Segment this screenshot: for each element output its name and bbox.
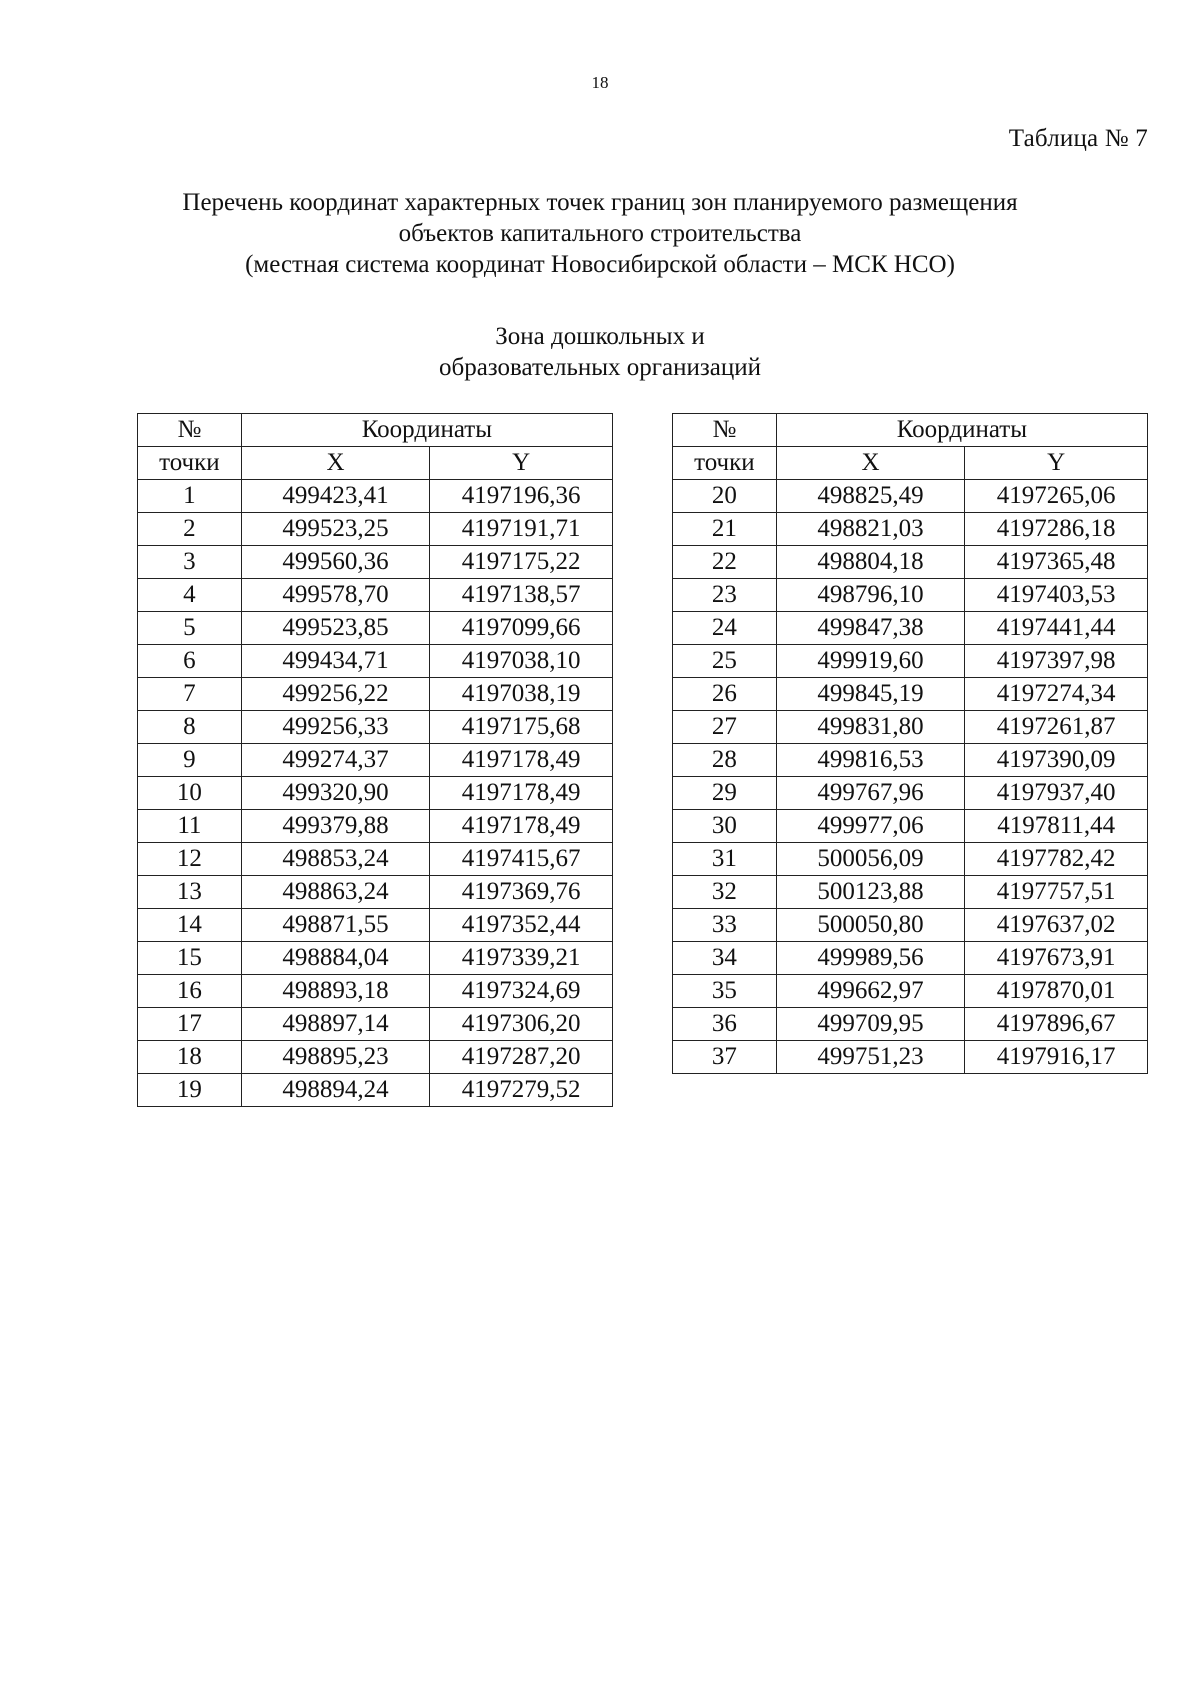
table-body-right (673, 480, 1148, 1074)
table-header-row (673, 414, 1148, 447)
header-num: № (673, 414, 777, 447)
y-coordinate-cell: 4197352,44 (430, 909, 613, 942)
header-y: Y (430, 447, 613, 480)
table-row (138, 1041, 613, 1074)
y-coordinate-cell: 4197365,48 (965, 546, 1148, 579)
point-number-cell: 32 (673, 876, 777, 909)
y-coordinate-cell: 4197306,20 (430, 1008, 613, 1041)
x-coordinate-cell: 500050,80 (776, 909, 965, 942)
point-number-cell: 22 (673, 546, 777, 579)
table-row (138, 480, 613, 513)
y-coordinate-cell: 4197870,01 (965, 975, 1148, 1008)
table-row (138, 513, 613, 546)
table-row (673, 744, 1148, 777)
table-row (138, 711, 613, 744)
coordinates-table-left (137, 413, 613, 1107)
y-coordinate-cell: 4197415,67 (430, 843, 613, 876)
x-coordinate-cell: 498821,03 (776, 513, 965, 546)
y-coordinate-cell: 4197397,98 (965, 645, 1148, 678)
point-number-cell: 30 (673, 810, 777, 843)
point-number-cell: 10 (138, 777, 242, 810)
x-coordinate-cell: 499434,71 (241, 645, 430, 678)
y-coordinate-cell: 4197038,10 (430, 645, 613, 678)
point-number-cell: 2 (138, 513, 242, 546)
y-coordinate-cell: 4197782,42 (965, 843, 1148, 876)
x-coordinate-cell: 499977,06 (776, 810, 965, 843)
point-number-cell: 31 (673, 843, 777, 876)
y-coordinate-cell: 4197324,69 (430, 975, 613, 1008)
point-number-cell: 27 (673, 711, 777, 744)
table-row (673, 645, 1148, 678)
coordinates-table-right (672, 413, 1148, 1074)
x-coordinate-cell: 498871,55 (241, 909, 430, 942)
table-row (138, 579, 613, 612)
point-number-cell: 35 (673, 975, 777, 1008)
x-coordinate-cell: 498825,49 (776, 480, 965, 513)
header-num-sub: точки (673, 447, 777, 480)
table-row (673, 1008, 1148, 1041)
table-row (138, 1008, 613, 1041)
table-row (673, 810, 1148, 843)
y-coordinate-cell: 4197265,06 (965, 480, 1148, 513)
x-coordinate-cell: 499320,90 (241, 777, 430, 810)
y-coordinate-cell: 4197178,49 (430, 810, 613, 843)
page-number: 18 (591, 73, 609, 92)
point-number-cell: 17 (138, 1008, 242, 1041)
point-number-cell: 33 (673, 909, 777, 942)
point-number-cell: 9 (138, 744, 242, 777)
table-header-row (138, 414, 613, 447)
header-coords: Координаты (776, 414, 1147, 447)
zone-title-line: Зона дошкольных и (495, 323, 705, 350)
y-coordinate-cell: 4197099,66 (430, 612, 613, 645)
table-row (138, 744, 613, 777)
y-coordinate-cell: 4197274,34 (965, 678, 1148, 711)
x-coordinate-cell: 499523,85 (241, 612, 430, 645)
x-coordinate-cell: 499751,23 (776, 1041, 965, 1074)
y-coordinate-cell: 4197390,09 (965, 744, 1148, 777)
table-row (673, 711, 1148, 744)
y-coordinate-cell: 4197673,91 (965, 942, 1148, 975)
y-coordinate-cell: 4197178,49 (430, 744, 613, 777)
x-coordinate-cell: 498897,14 (241, 1008, 430, 1041)
header-coords: Координаты (241, 414, 612, 447)
title-line: Перечень координат характерных точек границ зон планируемого размещения (182, 189, 1018, 216)
point-number-cell: 12 (138, 843, 242, 876)
document-title (0, 187, 1200, 280)
x-coordinate-cell: 499816,53 (776, 744, 965, 777)
y-coordinate-cell: 4197441,44 (965, 612, 1148, 645)
x-coordinate-cell: 499709,95 (776, 1008, 965, 1041)
y-coordinate-cell: 4197261,87 (965, 711, 1148, 744)
table-row (673, 1041, 1148, 1074)
table-row (138, 777, 613, 810)
point-number-cell: 21 (673, 513, 777, 546)
x-coordinate-cell: 499578,70 (241, 579, 430, 612)
table-row (673, 843, 1148, 876)
point-number-cell: 4 (138, 579, 242, 612)
table-row (673, 777, 1148, 810)
x-coordinate-cell: 499767,96 (776, 777, 965, 810)
y-coordinate-cell: 4197175,22 (430, 546, 613, 579)
point-number-cell: 7 (138, 678, 242, 711)
table-row (138, 876, 613, 909)
table-row (138, 942, 613, 975)
x-coordinate-cell: 498895,23 (241, 1041, 430, 1074)
table-row (138, 909, 613, 942)
title-line: (местная система координат Новосибирской области – МСК НСО) (245, 251, 955, 278)
header-y: Y (965, 447, 1148, 480)
point-number-cell: 5 (138, 612, 242, 645)
table-row (138, 1074, 613, 1107)
table-row (673, 612, 1148, 645)
table-row (138, 810, 613, 843)
x-coordinate-cell: 499919,60 (776, 645, 965, 678)
table-header-row (138, 447, 613, 480)
x-coordinate-cell: 499831,80 (776, 711, 965, 744)
point-number-cell: 34 (673, 942, 777, 975)
y-coordinate-cell: 4197896,67 (965, 1008, 1148, 1041)
table-body-left (138, 480, 613, 1107)
y-coordinate-cell: 4197038,19 (430, 678, 613, 711)
y-coordinate-cell: 4197403,53 (965, 579, 1148, 612)
point-number-cell: 23 (673, 579, 777, 612)
point-number-cell: 28 (673, 744, 777, 777)
y-coordinate-cell: 4197637,02 (965, 909, 1148, 942)
x-coordinate-cell: 499274,37 (241, 744, 430, 777)
header-num: № (138, 414, 242, 447)
point-number-cell: 8 (138, 711, 242, 744)
x-coordinate-cell: 498884,04 (241, 942, 430, 975)
table-row (673, 546, 1148, 579)
header-num-sub: точки (138, 447, 242, 480)
table-row (673, 480, 1148, 513)
y-coordinate-cell: 4197279,52 (430, 1074, 613, 1107)
y-coordinate-cell: 4197138,57 (430, 579, 613, 612)
y-coordinate-cell: 4197178,49 (430, 777, 613, 810)
header-x: X (241, 447, 430, 480)
y-coordinate-cell: 4197339,21 (430, 942, 613, 975)
x-coordinate-cell: 499560,36 (241, 546, 430, 579)
point-number-cell: 6 (138, 645, 242, 678)
y-coordinate-cell: 4197191,71 (430, 513, 613, 546)
x-coordinate-cell: 500123,88 (776, 876, 965, 909)
y-coordinate-cell: 4197369,76 (430, 876, 613, 909)
y-coordinate-cell: 4197175,68 (430, 711, 613, 744)
x-coordinate-cell: 499989,56 (776, 942, 965, 975)
header-x: X (776, 447, 965, 480)
point-number-cell: 14 (138, 909, 242, 942)
point-number-cell: 20 (673, 480, 777, 513)
x-coordinate-cell: 499845,19 (776, 678, 965, 711)
table-row (138, 843, 613, 876)
x-coordinate-cell: 498853,24 (241, 843, 430, 876)
x-coordinate-cell: 500056,09 (776, 843, 965, 876)
table-row (138, 546, 613, 579)
point-number-cell: 18 (138, 1041, 242, 1074)
x-coordinate-cell: 498893,18 (241, 975, 430, 1008)
table-row (673, 876, 1148, 909)
x-coordinate-cell: 499847,38 (776, 612, 965, 645)
point-number-cell: 13 (138, 876, 242, 909)
zone-title-line: образовательных организаций (438, 354, 761, 381)
y-coordinate-cell: 4197937,40 (965, 777, 1148, 810)
table-row (138, 612, 613, 645)
table-row (673, 942, 1148, 975)
x-coordinate-cell: 499379,88 (241, 810, 430, 843)
table-row (673, 678, 1148, 711)
table-row (138, 975, 613, 1008)
point-number-cell: 1 (138, 480, 242, 513)
x-coordinate-cell: 499256,22 (241, 678, 430, 711)
point-number-cell: 16 (138, 975, 242, 1008)
y-coordinate-cell: 4197196,36 (430, 480, 613, 513)
x-coordinate-cell: 499662,97 (776, 975, 965, 1008)
zone-title (0, 321, 1200, 383)
x-coordinate-cell: 499523,25 (241, 513, 430, 546)
y-coordinate-cell: 4197757,51 (965, 876, 1148, 909)
x-coordinate-cell: 498804,18 (776, 546, 965, 579)
x-coordinate-cell: 499423,41 (241, 480, 430, 513)
table-row (673, 909, 1148, 942)
table-row (673, 579, 1148, 612)
point-number-cell: 24 (673, 612, 777, 645)
point-number-cell: 37 (673, 1041, 777, 1074)
table-header-row (673, 447, 1148, 480)
x-coordinate-cell: 499256,33 (241, 711, 430, 744)
point-number-cell: 36 (673, 1008, 777, 1041)
point-number-cell: 19 (138, 1074, 242, 1107)
point-number-cell: 15 (138, 942, 242, 975)
y-coordinate-cell: 4197286,18 (965, 513, 1148, 546)
x-coordinate-cell: 498894,24 (241, 1074, 430, 1107)
title-line: объектов капитального строительства (398, 220, 802, 247)
point-number-cell: 3 (138, 546, 242, 579)
point-number-cell: 11 (138, 810, 242, 843)
point-number-cell: 29 (673, 777, 777, 810)
y-coordinate-cell: 4197287,20 (430, 1041, 613, 1074)
point-number-cell: 25 (673, 645, 777, 678)
y-coordinate-cell: 4197811,44 (965, 810, 1148, 843)
x-coordinate-cell: 498863,24 (241, 876, 430, 909)
x-coordinate-cell: 498796,10 (776, 579, 965, 612)
table-row (673, 513, 1148, 546)
table-row (138, 678, 613, 711)
table-label: Таблица № 7 (1008, 125, 1148, 152)
table-row (673, 975, 1148, 1008)
point-number-cell: 26 (673, 678, 777, 711)
y-coordinate-cell: 4197916,17 (965, 1041, 1148, 1074)
table-row (138, 645, 613, 678)
